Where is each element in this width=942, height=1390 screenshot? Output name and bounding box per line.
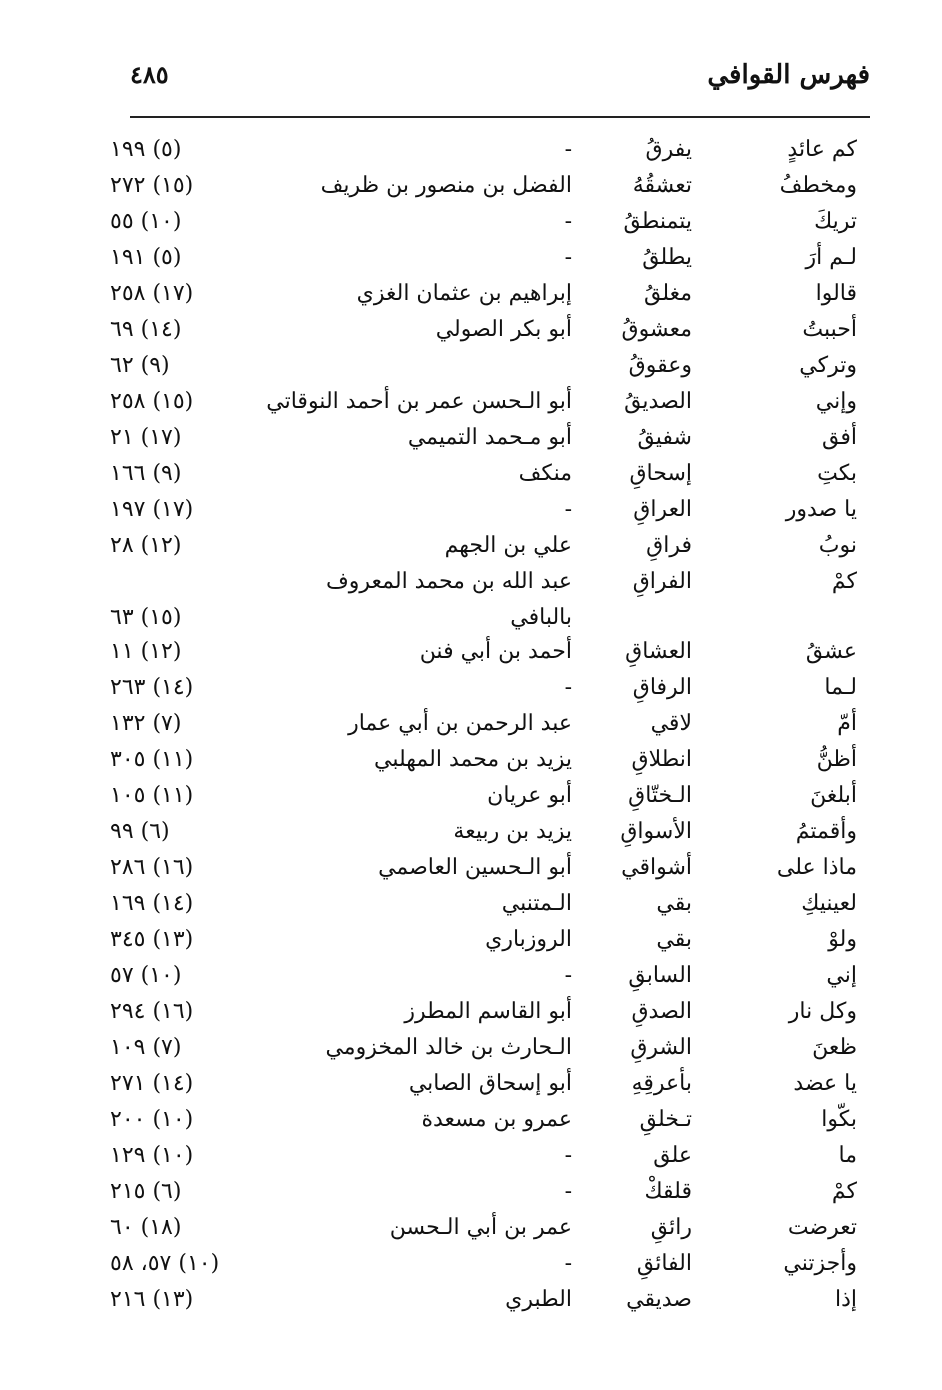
opening-word: نوبُ [818, 533, 857, 558]
opening-word: يا عضد [793, 1071, 857, 1096]
rhyme-word: بقي [656, 891, 692, 916]
index-row [0, 634, 942, 670]
rhyme-index-table [0, 132, 942, 1318]
opening-word: لـما [824, 675, 857, 700]
rhyme-word: الصديقُ [624, 389, 692, 414]
opening-word: أظنُّ [816, 747, 857, 772]
rhyme-word: الشرقِ [630, 1035, 692, 1060]
poet-name: أبو الـحسن عمر بن أحمد النوقاتي [266, 389, 572, 414]
reference: (١٢) ١١ [110, 639, 182, 664]
poet-name: عمرو بن مسعدة [421, 1107, 572, 1132]
poet-name: عبد الله بن محمد المعروف [325, 569, 572, 594]
rhyme-word: الرفاقِ [632, 675, 692, 700]
poet-name: يزيد بن ربيعة [453, 819, 572, 844]
opening-word: ما [838, 1143, 857, 1168]
poet-name: - [564, 675, 572, 700]
poet-name: - [564, 963, 572, 988]
opening-word: بكّوا [821, 1107, 857, 1132]
index-row [0, 742, 942, 778]
rhyme-word: السابقِ [628, 963, 692, 988]
page-title: فهرس القوافي [707, 60, 870, 90]
index-row [0, 456, 942, 492]
reference: (١٧) ٢١ [110, 425, 182, 450]
rhyme-word: أشواقي [621, 855, 692, 880]
rhyme-word: تعشقُهُ [632, 173, 692, 198]
opening-word: تعرضت [787, 1215, 857, 1240]
index-row [0, 168, 942, 204]
index-row [0, 1102, 942, 1138]
rhyme-word: يفرقُ [645, 137, 692, 162]
opening-word: وأجزتني [783, 1251, 857, 1276]
rhyme-word: لاقي [650, 711, 692, 736]
index-row [0, 1282, 942, 1318]
reference: (١٠) ٥٧ [110, 963, 182, 988]
reference: (١٤) ٢٧١ [110, 1071, 194, 1096]
reference: (١٨) ٦٠ [110, 1215, 182, 1240]
rhyme-word: فراقِ [646, 533, 692, 558]
index-row [0, 204, 942, 240]
poet-name: - [564, 1143, 572, 1168]
rhyme-word: الأسواقِ [620, 819, 692, 844]
reference: (١١) ٣٠٥ [110, 747, 194, 772]
rhyme-word: العشاقِ [625, 639, 692, 664]
opening-word: ولوْ [828, 927, 857, 952]
rhyme-word: الفائقِ [636, 1251, 692, 1276]
poet-name: الـحارث بن خالد المخزومي [325, 1035, 572, 1060]
index-row [0, 240, 942, 276]
reference: (١٥) ٦٣ [110, 605, 182, 630]
opening-word: عشقُ [805, 639, 857, 664]
reference: (٩) ٦٢ [110, 353, 170, 378]
reference: (٦) ٢١٥ [110, 1179, 182, 1204]
index-row [0, 1066, 942, 1102]
reference: (١٤) ٦٩ [110, 317, 182, 342]
index-row [0, 850, 942, 886]
opening-word: بكتِ [817, 461, 857, 486]
index-row [0, 420, 942, 456]
reference: (٧) ١٠٩ [110, 1035, 182, 1060]
opening-word: كمْ [831, 1179, 857, 1204]
index-row [0, 706, 942, 742]
rhyme-word: مغلقُ [643, 281, 692, 306]
header-rule [130, 116, 870, 118]
reference: (١١) ١٠٥ [110, 783, 194, 808]
index-row [0, 492, 942, 528]
opening-word: وكل نار [788, 999, 857, 1024]
index-row [0, 600, 942, 634]
reference: (٥) ١٩١ [110, 245, 182, 270]
opening-word: قالوا [815, 281, 857, 306]
poet-name: يزيد بن محمد المهلبي [374, 747, 572, 772]
reference: (٩) ١٦٦ [110, 461, 182, 486]
reference: (٥) ١٩٩ [110, 137, 182, 162]
index-row [0, 886, 942, 922]
rhyme-word: يطلقُ [642, 245, 692, 270]
opening-word: يا صدور [785, 497, 857, 522]
poet-name: أبو إسحاق الصابي [408, 1071, 572, 1096]
opening-word: أحببتُ [802, 317, 857, 342]
reference: (١٥) ٢٧٢ [110, 173, 194, 198]
rhyme-word: يتمنطقُ [623, 209, 692, 234]
index-row [0, 1246, 942, 1282]
index-row [0, 528, 942, 564]
poet-name: الطبري [505, 1287, 572, 1312]
rhyme-word: صديقي [626, 1287, 692, 1312]
rhyme-word: الـختّاقِ [628, 783, 692, 808]
poet-name: - [564, 1179, 572, 1204]
reference: (١٧) ٢٥٨ [110, 281, 194, 306]
index-row [0, 958, 942, 994]
rhyme-word: الفراقِ [632, 569, 692, 594]
index-row [0, 778, 942, 814]
poet-name: عمر بن أبي الـحسن [389, 1215, 572, 1240]
poet-name: أبو بكر الصولي [435, 317, 572, 342]
reference: (١٠) ١٢٩ [110, 1143, 194, 1168]
opening-word: وتركي [799, 353, 857, 378]
rhyme-word: إسحاقِ [629, 461, 692, 486]
index-row [0, 1030, 942, 1066]
reference: (٧) ١٣٢ [110, 711, 182, 736]
index-row [0, 814, 942, 850]
rhyme-word: تـخلقِ [639, 1107, 692, 1132]
poet-name: منكف [518, 461, 572, 486]
opening-word: ومخطفُ [779, 173, 857, 198]
opening-word: لـم أرَ [805, 245, 857, 270]
index-row [0, 1174, 942, 1210]
opening-word: وإني [815, 389, 857, 414]
opening-word: كم عائدٍ [787, 137, 857, 162]
index-row [0, 312, 942, 348]
opening-word: ظعنَ [812, 1035, 857, 1060]
rhyme-word: انطلاقِ [631, 747, 692, 772]
opening-word: وأقمتمُ [795, 819, 857, 844]
opening-word: كمْ [831, 569, 857, 594]
reference: (١٣) ٢١٦ [110, 1287, 194, 1312]
index-row [0, 348, 942, 384]
opening-word: ماذا على [776, 855, 857, 880]
reference: (٦) ٩٩ [110, 819, 170, 844]
rhyme-word: العراقِ [633, 497, 692, 522]
reference: (١٤) ١٦٩ [110, 891, 194, 916]
opening-word: إذا [834, 1287, 857, 1312]
reference: (١٠) ٢٠٠ [110, 1107, 194, 1132]
poet-name: أبو عريان [487, 783, 572, 808]
opening-word: أبلغنَ [810, 783, 857, 808]
poet-name: - [564, 209, 572, 234]
index-row [0, 564, 942, 600]
poet-name: أبو القاسم المطرز [404, 999, 572, 1024]
rhyme-word: شفيقُ [637, 425, 692, 450]
rhyme-word: وعقوقُ [628, 353, 692, 378]
poet-name: - [564, 245, 572, 270]
poet-name: الفضل بن منصور بن ظريف [320, 173, 572, 198]
rhyme-word: بقي [656, 927, 692, 952]
poet-name: الروزباري [485, 927, 572, 952]
poet-name: - [564, 1251, 572, 1276]
reference: (١٧) ١٩٧ [110, 497, 194, 522]
poet-name: بالبافي [510, 605, 572, 630]
opening-word: أمّ [837, 711, 857, 736]
index-row [0, 994, 942, 1030]
opening-word: تريكَ [814, 209, 857, 234]
reference: (١٢) ٢٨ [110, 533, 182, 558]
opening-word: لعينيكِ [801, 891, 857, 916]
rhyme-word: علق [653, 1143, 692, 1168]
poet-name: أبو مـحمد التميمي [407, 425, 572, 450]
poet-name: - [564, 137, 572, 162]
rhyme-word: رائقِ [650, 1215, 692, 1240]
reference: (١٠) ٥٧، ٥٨ [110, 1251, 220, 1276]
rhyme-word: قلقكْ [644, 1179, 692, 1204]
opening-word: أفق [822, 425, 857, 450]
rhyme-word: بأعرقِهِ [631, 1071, 692, 1096]
index-row [0, 132, 942, 168]
index-row [0, 922, 942, 958]
reference: (١٠) ٥٥ [110, 209, 182, 234]
poet-name: علي بن الجهم [444, 533, 572, 558]
poet-name: الـمتنبي [501, 891, 572, 916]
index-row [0, 1138, 942, 1174]
poet-name: عبد الرحمن بن أبي عمار [348, 711, 572, 736]
reference: (١٦) ٢٨٦ [110, 855, 194, 880]
index-row [0, 384, 942, 420]
page-number: ٤٨٥ [130, 60, 169, 89]
page-header [130, 60, 870, 108]
poet-name: إبراهيم بن عثمان الغزي [356, 281, 572, 306]
index-row [0, 1210, 942, 1246]
rhyme-word: الصدقِ [631, 999, 692, 1024]
rhyme-word: معشوقُ [621, 317, 692, 342]
reference: (١٤) ٢٦٣ [110, 675, 194, 700]
poet-name: - [564, 497, 572, 522]
index-row [0, 670, 942, 706]
poet-name: أبو الـحسين العاصمي [378, 855, 572, 880]
opening-word: إني [826, 963, 857, 988]
reference: (١٣) ٣٤٥ [110, 927, 194, 952]
poet-name: أحمد بن أبي فنن [419, 639, 572, 664]
index-row [0, 276, 942, 312]
reference: (١٥) ٢٥٨ [110, 389, 194, 414]
reference: (١٦) ٢٩٤ [110, 999, 194, 1024]
